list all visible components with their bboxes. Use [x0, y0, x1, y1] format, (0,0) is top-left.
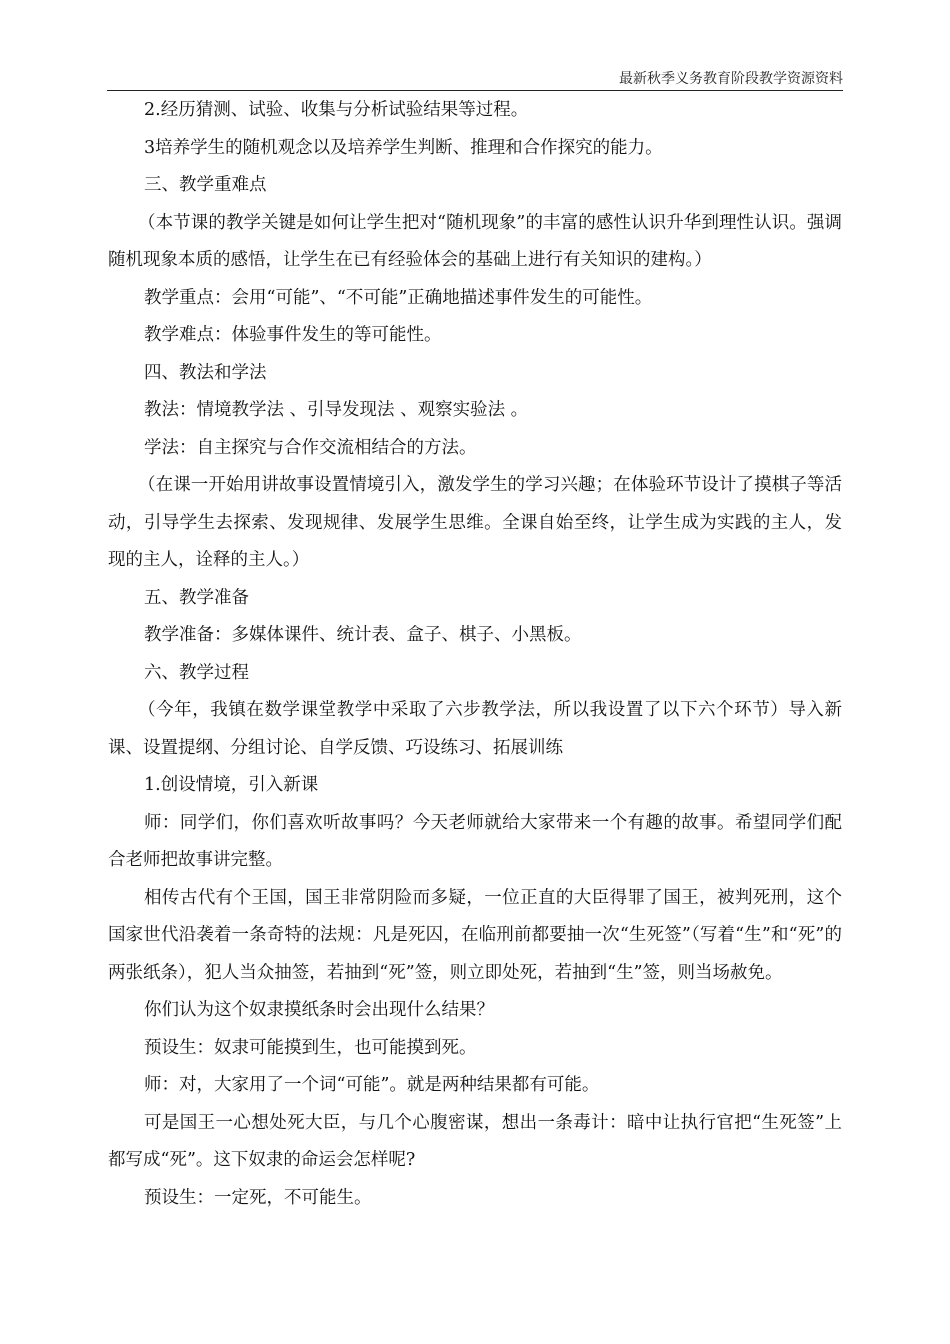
paragraph: 教学准备：多媒体课件、统计表、盒子、棋子、小黑板。 — [144, 625, 582, 645]
paragraph: 预设生：一定死，不可能生。 — [144, 1187, 372, 1208]
document-body — [108, 92, 842, 1217]
subsection-heading: 1.创设情境，引入新课 — [144, 775, 319, 795]
page-header — [107, 68, 843, 91]
paragraph: 3培养学生的随机观念以及培养学生判断、推理和合作探究的能力。 — [144, 137, 663, 158]
paragraph: 相传古代有个王国，国王非常阴险而多疑，一位正直的大臣得罪了国王，被判死刑，这个国家世代沿袭着一条奇特的法规：凡是死囚，在临刑前都要抽一次“生死签”（写着“生”和“死”的两张纸条），犯人当众抽签，若抽到“死”签，则立即处死，若抽到“生”签，则当场赦免。 — [108, 887, 842, 983]
paragraph: 预设生：奴隶可能摸到生，也可能摸到死。 — [144, 1037, 477, 1058]
section-heading: 四、教法和学法 — [144, 362, 267, 383]
paragraph: 你们认为这个奴隶摸纸条时会出现什么结果？ — [144, 1000, 494, 1020]
paragraph: （本节课的教学关键是如何让学生把对“随机现象”的丰富的感性认识升华到理性认识。强调随机现象本质的感悟，让学生在已有经验体会的基础上进行有关知识的建构。） — [108, 212, 842, 270]
header-text: 最新秋季义务教育阶段教学资源资料 — [619, 71, 843, 87]
section-heading: 六、教学过程 — [144, 662, 249, 683]
paragraph: 教学难点：体验事件发生的等可能性。 — [144, 325, 442, 345]
paragraph: 学法：自主探究与合作交流相结合的方法。 — [144, 437, 477, 458]
paragraph: 2.经历猜测、试验、收集与分析试验结果等过程。 — [144, 100, 529, 120]
paragraph: 教学重点：会用“可能”、“不可能”正确地描述事件发生的可能性。 — [144, 287, 653, 308]
paragraph: （今年，我镇在数学课堂教学中采取了六步教学法，所以我设置了以下六个环节）导入新课、设置提纲、分组讨论、自学反馈、巧设练习、拓展训练 — [108, 700, 842, 758]
paragraph: （在课一开始用讲故事设置情境引入，激发学生的学习兴趣；在体验环节设计了摸棋子等活动，引导学生去探索、发现规律、发展学生思维。全课自始至终，让学生成为实践的主人，发现的主人，诠释的主人。） — [108, 475, 842, 570]
paragraph: 师：对，大家用了一个词“可能”。就是两种结果都有可能。 — [144, 1075, 600, 1095]
paragraph: 师：同学们，你们喜欢听故事吗？今天老师就给大家带来一个有趣的故事。希望同学们配合老师把故事讲完整。 — [108, 812, 842, 870]
section-heading: 三、教学重难点 — [144, 175, 267, 195]
paragraph: 可是国王一心想处死大臣，与几个心腹密谋，想出一条毒计：暗中让执行官把“生死签”上都写成“死”。这下奴隶的命运会怎样呢? — [108, 1112, 842, 1170]
section-heading: 五、教学准备 — [144, 587, 249, 608]
paragraph: 教法：情境教学法 、引导发现法 、观察实验法 。 — [144, 400, 529, 420]
